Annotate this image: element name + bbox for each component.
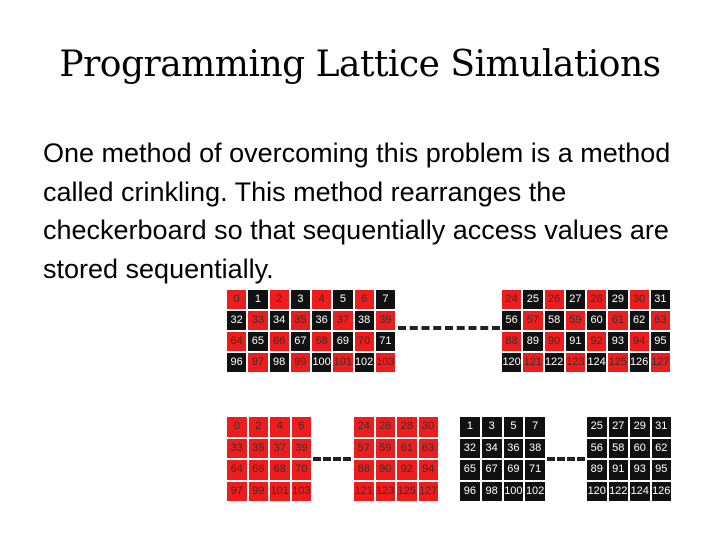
lattice-cell: 70	[354, 331, 375, 352]
lattice-cell: 97	[226, 481, 248, 503]
lattice-cell: 89	[522, 331, 543, 352]
lattice-cell: 27	[608, 416, 630, 438]
lattice-cell: 100	[311, 352, 332, 373]
lattice-cell: 27	[565, 289, 586, 310]
lattice-cell: 37	[332, 310, 353, 331]
lattice-cell: 94	[418, 459, 440, 481]
lattice-cell: 100	[503, 481, 525, 503]
lattice-cell: 88	[353, 459, 375, 481]
lattice-cell: 28	[586, 289, 607, 310]
connector-dash-bottom-right	[547, 457, 585, 461]
lattice-cell: 67	[481, 459, 503, 481]
lattice-cell: 62	[629, 310, 650, 331]
lattice-cell: 26	[375, 416, 397, 438]
lattice-cell: 121	[522, 352, 543, 373]
lattice-cell: 60	[629, 438, 651, 460]
lattice-cell: 33	[247, 310, 268, 331]
lattice-cell: 30	[629, 289, 650, 310]
lattice-cell: 32	[459, 438, 481, 460]
lattice-cell: 69	[503, 459, 525, 481]
lattice-cell: 69	[332, 331, 353, 352]
lattice-cell: 98	[481, 481, 503, 503]
lattice-top-right	[501, 289, 671, 373]
lattice-cell: 62	[651, 438, 673, 460]
lattice-cell: 102	[354, 352, 375, 373]
lattice-cell: 120	[586, 481, 608, 503]
lattice-cell: 124	[629, 481, 651, 503]
lattice-cell: 5	[332, 289, 353, 310]
lattice-cell: 66	[269, 331, 290, 352]
lattice-cell: 3	[481, 416, 503, 438]
red-block-left	[226, 416, 312, 502]
lattice-cell: 65	[247, 331, 268, 352]
slide-body-text: One method of overcoming this problem is a method called crinkling. This method rearranges the checkerboard so that sequentially access values are stored sequentially.	[43, 138, 671, 284]
lattice-top-left	[226, 289, 396, 373]
lattice-cell: 89	[586, 459, 608, 481]
lattice-cell: 63	[650, 310, 671, 331]
lattice-cell: 31	[651, 416, 673, 438]
lattice-cell: 92	[586, 331, 607, 352]
connector-dash-bottom-left	[313, 457, 351, 461]
lattice-cell: 64	[226, 459, 248, 481]
lattice-cell: 67	[290, 331, 311, 352]
lattice-cell: 59	[565, 310, 586, 331]
lattice-cell: 103	[291, 481, 313, 503]
lattice-cell: 71	[524, 459, 546, 481]
lattice-cell: 24	[353, 416, 375, 438]
lattice-cell: 38	[524, 438, 546, 460]
lattice-cell: 91	[565, 331, 586, 352]
lattice-cell: 1	[247, 289, 268, 310]
lattice-cell: 0	[226, 416, 248, 438]
lattice-cell: 4	[269, 416, 291, 438]
lattice-cell: 36	[503, 438, 525, 460]
lattice-cell: 7	[524, 416, 546, 438]
lattice-cell: 103	[375, 352, 396, 373]
lattice-cell: 68	[269, 459, 291, 481]
lattice-cell: 0	[226, 289, 247, 310]
lattice-cell: 39	[291, 438, 313, 460]
lattice-cell: 91	[608, 459, 630, 481]
lattice-cell: 122	[608, 481, 630, 503]
lattice-cell: 99	[290, 352, 311, 373]
lattice-cell: 96	[459, 481, 481, 503]
lattice-cell: 36	[311, 310, 332, 331]
lattice-cell: 34	[269, 310, 290, 331]
lattice-cell: 4	[311, 289, 332, 310]
lattice-cell: 31	[650, 289, 671, 310]
lattice-cell: 61	[396, 438, 418, 460]
lattice-cell: 35	[290, 310, 311, 331]
lattice-cell: 123	[375, 481, 397, 503]
lattice-cell: 35	[248, 438, 270, 460]
lattice-cell: 32	[226, 310, 247, 331]
lattice-cell: 94	[629, 331, 650, 352]
lattice-cell: 58	[608, 438, 630, 460]
lattice-cell: 120	[501, 352, 522, 373]
lattice-cell: 30	[418, 416, 440, 438]
lattice-cell: 25	[586, 416, 608, 438]
lattice-cell: 63	[418, 438, 440, 460]
lattice-cell: 93	[607, 331, 628, 352]
lattice-cell: 102	[524, 481, 546, 503]
connector-dash-top	[398, 326, 500, 330]
black-block-left	[459, 416, 546, 502]
lattice-cell: 70	[291, 459, 313, 481]
lattice-cell: 61	[607, 310, 628, 331]
lattice-cell: 34	[481, 438, 503, 460]
lattice-cell: 26	[544, 289, 565, 310]
lattice-cell: 121	[353, 481, 375, 503]
lattice-cell: 99	[248, 481, 270, 503]
lattice-cell: 126	[651, 481, 673, 503]
lattice-cell: 97	[247, 352, 268, 373]
lattice-cell: 38	[354, 310, 375, 331]
lattice-cell: 95	[651, 459, 673, 481]
lattice-cell: 7	[375, 289, 396, 310]
lattice-cell: 57	[522, 310, 543, 331]
lattice-cell: 68	[311, 331, 332, 352]
lattice-cell: 2	[269, 289, 290, 310]
lattice-cell: 65	[459, 459, 481, 481]
lattice-cell: 123	[565, 352, 586, 373]
lattice-cell: 92	[396, 459, 418, 481]
lattice-cell: 28	[396, 416, 418, 438]
lattice-cell: 98	[269, 352, 290, 373]
lattice-cell: 29	[607, 289, 628, 310]
lattice-cell: 6	[291, 416, 313, 438]
lattice-cell: 90	[544, 331, 565, 352]
lattice-cell: 60	[586, 310, 607, 331]
lattice-cell: 56	[586, 438, 608, 460]
lattice-cell: 127	[650, 352, 671, 373]
lattice-cell: 64	[226, 331, 247, 352]
lattice-cell: 90	[375, 459, 397, 481]
lattice-cell: 127	[418, 481, 440, 503]
lattice-cell: 57	[353, 438, 375, 460]
lattice-cell: 126	[629, 352, 650, 373]
lattice-cell: 1	[459, 416, 481, 438]
slide-title: Programming Lattice Simulations	[59, 44, 661, 85]
lattice-cell: 122	[544, 352, 565, 373]
red-block-right	[353, 416, 439, 502]
lattice-cell: 125	[396, 481, 418, 503]
lattice-cell: 59	[375, 438, 397, 460]
lattice-cell: 6	[354, 289, 375, 310]
lattice-cell: 95	[650, 331, 671, 352]
lattice-cell: 3	[290, 289, 311, 310]
lattice-cell: 66	[248, 459, 270, 481]
lattice-cell: 29	[629, 416, 651, 438]
lattice-cell: 101	[332, 352, 353, 373]
lattice-cell: 88	[501, 331, 522, 352]
lattice-cell: 96	[226, 352, 247, 373]
lattice-cell: 124	[586, 352, 607, 373]
lattice-cell: 5	[503, 416, 525, 438]
lattice-cell: 101	[269, 481, 291, 503]
lattice-cell: 39	[375, 310, 396, 331]
lattice-cell: 93	[629, 459, 651, 481]
lattice-cell: 24	[501, 289, 522, 310]
lattice-cell: 25	[522, 289, 543, 310]
lattice-cell: 37	[269, 438, 291, 460]
lattice-cell: 71	[375, 331, 396, 352]
black-block-right	[586, 416, 672, 502]
lattice-cell: 33	[226, 438, 248, 460]
lattice-cell: 56	[501, 310, 522, 331]
lattice-cell: 58	[544, 310, 565, 331]
lattice-cell: 2	[248, 416, 270, 438]
lattice-cell: 125	[607, 352, 628, 373]
